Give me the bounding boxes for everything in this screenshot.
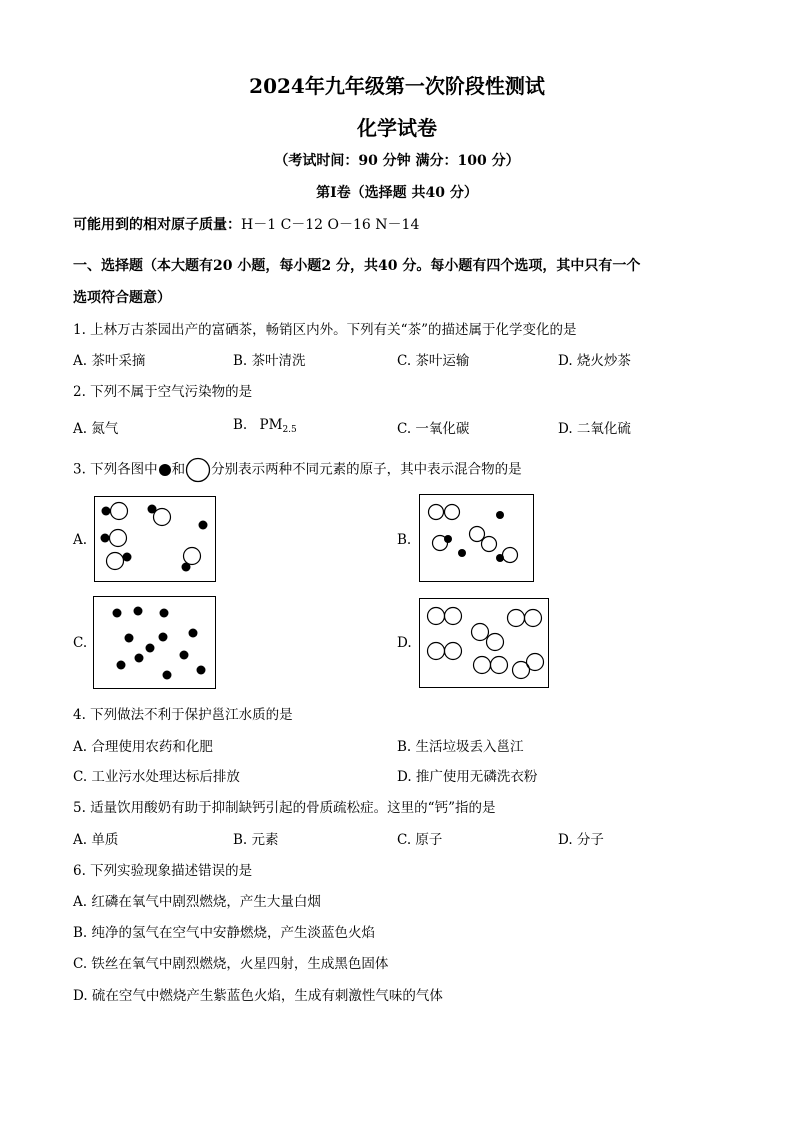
section-heading-line1: 一、选择题（本大题有20 小题，每小题2 分，共40 分。每小题有四个选项，其中只有一个 (73, 258, 641, 274)
q2-option-b-label: B. (233, 417, 248, 433)
pm-label: PM (259, 417, 283, 433)
q4-stem: 4. 下列做法不利于保护邕江水质的是 (73, 707, 293, 723)
subject-title: 化学试卷 (357, 116, 437, 140)
q4-option-c[interactable]: C. 工业污水处理达标后排放 (73, 769, 240, 785)
filled-atom (163, 671, 172, 680)
q2-option-c[interactable]: C. 一氧化碳 (397, 421, 470, 437)
atomic-mass-values: H－1 C－12 O－16 N－14 (241, 217, 420, 233)
q1-option-b[interactable]: B. 茶叶清洗 (233, 353, 306, 369)
atomic-mass-line (73, 214, 419, 234)
q3-stem (73, 457, 522, 483)
filled-atom (101, 534, 110, 543)
q2-option-b[interactable] (233, 417, 297, 435)
hollow-atom (525, 610, 542, 627)
q1-option-a[interactable]: A. 茶叶采摘 (73, 353, 146, 369)
hollow-atom (445, 608, 462, 625)
filled-atom (160, 609, 169, 618)
hollow-atom (111, 503, 128, 520)
q3-option-b-label[interactable]: B. (397, 532, 412, 548)
hollow-atom (445, 505, 460, 520)
q3-option-a-label[interactable]: A. (73, 532, 88, 548)
q3-stem-part3: 分别表示两种不同元素的原子，其中表示混合物的是 (211, 461, 522, 478)
q6-option-b[interactable]: B. 纯净的氢气在空气中安静燃烧，产生淡蓝色火焰 (73, 925, 376, 941)
hollow-atom (184, 548, 201, 565)
hollow-atom (428, 643, 445, 660)
q3-stem-part2: 和 (171, 461, 186, 478)
q3-option-d-label[interactable]: D. (397, 635, 412, 651)
hollow-atom (445, 643, 462, 660)
q5-option-c[interactable]: C. 原子 (397, 832, 443, 848)
atomic-mass-label: 可能用到的相对原子质量： (73, 217, 241, 233)
q5-option-d[interactable]: D. 分子 (558, 832, 604, 848)
exam-title: 2024年九年级第一次阶段性测试 (249, 74, 545, 98)
q6-option-a[interactable]: A. 红磷在氧气中剧烈燃烧，产生大量白烟 (73, 894, 321, 910)
diagram-b-svg (420, 495, 533, 581)
filled-atom (102, 507, 111, 516)
q5-option-a[interactable]: A. 单质 (73, 832, 119, 848)
hollow-atom (107, 553, 124, 570)
diagram-c-svg (94, 597, 215, 688)
diagram-d[interactable] (419, 598, 549, 688)
hollow-atom (472, 624, 489, 641)
part-title: 第Ⅰ卷（选择题 共40 分） (316, 185, 478, 201)
hollow-atom (487, 634, 504, 651)
filled-atom (496, 511, 504, 519)
hollow-atom (527, 654, 544, 671)
hollow-atom (503, 548, 518, 563)
q2-stem: 2. 下列不属于空气污染物的是 (73, 384, 253, 400)
hollow-atom (474, 657, 491, 674)
q5-stem: 5. 适量饮用酸奶有助于抑制缺钙引起的骨质疏松症。这里的“钙”指的是 (73, 800, 496, 816)
diagram-a[interactable] (94, 496, 216, 582)
filled-atom (180, 651, 189, 660)
hollow-atom (491, 657, 508, 674)
hollow-atom (470, 527, 485, 542)
q4-option-a[interactable]: A. 合理使用农药和化肥 (73, 739, 213, 755)
filled-atom (135, 654, 144, 663)
hollow-atom (508, 610, 525, 627)
q6-option-d[interactable]: D. 硫在空气中燃烧产生紫蓝色火焰，生成有刺激性气味的气体 (73, 988, 443, 1004)
filled-atom-icon (158, 463, 172, 477)
q4-option-b[interactable]: B. 生活垃圾丢入邕江 (397, 739, 524, 755)
q3-option-c-label[interactable]: C. (73, 635, 88, 651)
filled-atom (197, 666, 206, 675)
hollow-atom-icon (185, 457, 211, 483)
filled-atom (125, 634, 134, 643)
q1-option-c[interactable]: C. 茶叶运输 (397, 353, 470, 369)
hollow-atom (433, 536, 448, 551)
filled-atom (159, 633, 168, 642)
diagram-c[interactable] (93, 596, 216, 689)
hollow-atom (110, 530, 127, 547)
filled-atom (146, 644, 155, 653)
filled-atom (113, 609, 122, 618)
filled-atom (189, 629, 198, 638)
hollow-atom (154, 509, 171, 526)
q3-stem-part1: 3. 下列各图中 (73, 461, 158, 478)
pm-subscript: 2.5 (282, 425, 297, 435)
filled-atom (134, 607, 143, 616)
diagram-a-svg (95, 497, 215, 581)
q2-option-a[interactable]: A. 氮气 (73, 421, 119, 437)
hollow-atom (428, 608, 445, 625)
diagram-b[interactable] (419, 494, 534, 582)
diagram-d-svg (420, 599, 548, 687)
q6-option-c[interactable]: C. 铁丝在氧气中剧烈燃烧，火星四射，生成黑色固体 (73, 956, 389, 972)
hollow-atom (429, 505, 444, 520)
q2-option-d[interactable]: D. 二氧化硫 (558, 421, 631, 437)
filled-atom (458, 549, 466, 557)
exam-info: （考试时间：90 分钟 满分：100 分） (274, 153, 520, 169)
hollow-atom (482, 537, 497, 552)
q1-option-d[interactable]: D. 烧火炒茶 (558, 353, 631, 369)
filled-atom (117, 661, 126, 670)
section-heading-line2: 选项符合题意） (73, 290, 171, 306)
q5-option-b[interactable]: B. 元素 (233, 832, 279, 848)
q6-stem: 6. 下列实验现象描述错误的是 (73, 863, 253, 879)
q1-stem: 1. 上林万古茶园出产的富硒茶，畅销区内外。下列有关“茶”的描述属于化学变化的是 (73, 322, 577, 338)
filled-atom (199, 521, 208, 530)
q4-option-d[interactable]: D. 推广使用无磷洗衣粉 (397, 769, 538, 785)
